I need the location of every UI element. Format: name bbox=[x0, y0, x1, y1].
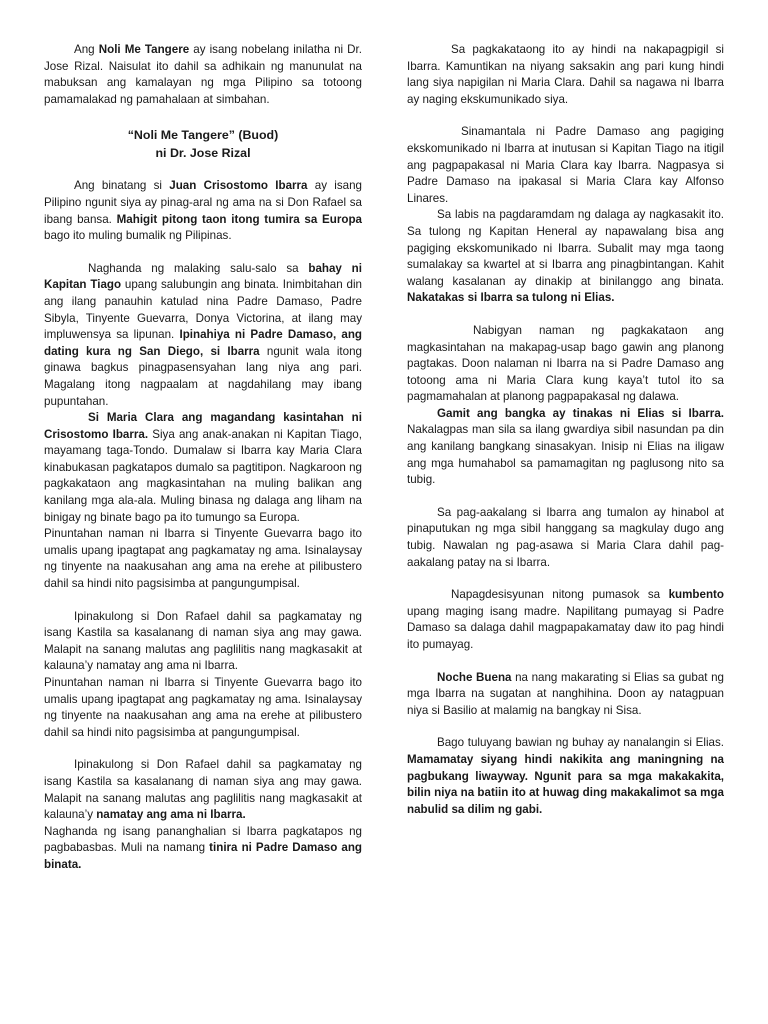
paragraph: Bago tuluyang bawian ng buhay ay nanalangin si Elias. Mamamatay siyang hindi nakikita ang maningning na pagbukang liwayway. Ngunit para sa mga makakakita, bilin niya na batiin ito at huwag ding makakalimot sa mga nabulid sa dilim ng gabi. bbox=[407, 736, 724, 816]
paragraph: Ang binatang si Juan Crisostomo Ibarra ay isang Pilipino ngunit siya ay pinag-aral ng ama na si Don Rafael sa ibang bansa. Mahigit pitong taon itong tumira sa Europa bago ito muling bumalik ng Pilipinas. bbox=[44, 179, 362, 243]
paragraph: Napagdesisyunan nitong pumasok sa kumbento upang maging isang madre. Napilitang pumayag si Padre Damaso sa dalaga dahil magpapakamatay daw ito pag hindi ito pumayag. bbox=[407, 588, 724, 651]
paragraph: Pinuntahan naman ni Ibarra si Tinyente Guevarra bago ito umalis upang ipagtapat ang pagkamatay ng ama. Isinalaysay ng tinyente na naakusahan ang ama na erehe at pilibustero dahil sa hindi nito pagsisimba at pangungumpisal. bbox=[44, 676, 362, 739]
paragraph: Sinamantala ni Padre Damaso ang pagiging ekskomunikado ni Ibarra at inutusan si Kapitan Tiago na itigil ang pagpapakasal ni Maria Clara kay Ibarra. Nagpasya si Padre Damaso na ipakasal si Maria Clara kay Alfonso Linares. bbox=[407, 125, 724, 205]
paragraph: Sa labis na pagdaramdam ng dalaga ay nagkasakit ito. Sa tulong ng Kapitan Heneral ay napawalang bisa ang pagiging ekskomunikado ni Ibarra. Subalit may mga taong sumalakay sa kwartel at si Ibarra ang pinagbintangan. Kahit walang kasalanan ay dinakip at binilanggo ang binata. Nakatakas si Ibarra sa tulong ni Elias. bbox=[407, 208, 724, 305]
document-subtitle: ni Dr. Jose Rizal bbox=[155, 146, 251, 161]
paragraph: Ipinakulong si Don Rafael dahil sa pagkamatay ng isang Kastila sa kasalanang di naman siya ang may gawa. Malapit na sanang malutas ang paglilitis nang magkasakit at kalauna’y namatay ang ama ni Ibarra. bbox=[44, 758, 362, 822]
paragraph: Sa pagkakataong ito ay hindi na nakapagpigil si Ibarra. Kamuntikan na niyang saksakin ang pari kung hindi lang siya napigilan ni Maria Clara. Dahil sa nagawa ni Ibarra ay naging ekskumunikado siya. bbox=[407, 43, 724, 106]
paragraph: Pinuntahan naman ni Ibarra si Tinyente Guevarra bago ito umalis upang ipagtapat ang pagkamatay ng ama. Isinalaysay ng tinyente na naakusahan ang ama na erehe at pilibustero dahil sa hindi nito pagsisimba at pangungumpisal. bbox=[44, 527, 362, 591]
paragraph: Sa pag-aakalang si Ibarra ang tumalon ay hinabol at pinaputukan ng mga sibil hanggang sa magkulay dugo ang tubig. Nawalan ng pag-asawa si Maria Clara dahil pag-aakalang patay na si Ibarra. bbox=[407, 505, 724, 569]
intro-paragraph: Ang Noli Me Tangere ay isang nobelang inilatha ni Dr. Jose Rizal. Naisulat ito dahil sa adhikain ng manunulat na mabuksan ang kamalayan ng mga Pilipino sa totoong pamamalakad ng pamahalaan at simbahan. bbox=[44, 43, 362, 106]
paragraph: Si Maria Clara ang magandang kasintahan ni Crisostomo Ibarra. Siya ang anak-anakan ni Kapitan Tiago, mayamang taga-Tondo. Dumalaw si Ibarra kay Maria Clara kinabukasan pagkatapos dumalo sa pagtitipon. Nagkaroon ng pagkakataon ang magkasintahan na muling balikan ang kanilang mga ala-ala. Muling binasa ng dalaga ang liham na binigay ng binate bago pa ito tumungo sa Europa. bbox=[44, 411, 362, 524]
paragraph: Nabigyan naman ng pagkakataon ang magkasintahan na makapag-usap bago gawin ang planong pagtakas. Doon nalaman ni Ibarra na si Padre Damaso ang totoong ama ni Maria Clara kung kaya’t tutol ito sa pagmamahalan at planong pagpapakasal ng dalawa. bbox=[407, 323, 724, 404]
document-title: “Noli Me Tangere” (Buod) bbox=[127, 128, 279, 143]
paragraph: Noche Buena na nang makarating si Elias sa gubat ng mga Ibarra na sugatan at nanghihina. Doon ay natagpuan niya si Basilio at malamig na bangkay ni Sisa. bbox=[407, 670, 724, 717]
right-column bbox=[407, 42, 724, 818]
paragraph: Naghanda ng isang pananghalian si Ibarra pagkatapos ng pagbabasbas. Muli na namang tinira ni Padre Damaso ang binata. bbox=[44, 824, 362, 871]
paragraph: Gamit ang bangka ay tinakas ni Elias si Ibarra. Nakalagpas man sila sa ilang gwardiya sibil nasundan pa din ang kanilang bangkang sinasakyan. Inisip ni Elias na iligaw ang mga humahabol sa pamamagitan ng paglusong nito sa tubig. bbox=[407, 406, 724, 487]
paragraph: Ipinakulong si Don Rafael dahil sa pagkamatay ng isang Kastila sa kasalanang di naman siya ang may gawa. Malapit na sanang malutas ang paglilitis nang magkasakit at kalauna’y namatay ang ama ni Ibarra. bbox=[44, 609, 362, 673]
paragraph: Naghanda ng malaking salu-salo sa bahay ni Kapitan Tiago upang salubungin ang binata. Inimbitahan din ang ilang panauhin katulad nina Padre Damaso, Padre Sibyla, Tinyente Guevarra, Donya Victorina, at ilang may impluwensya sa lipunan. Ipinahiya ni Padre Damaso, ang dating kura ng San Diego, si Ibarra ngunit wala itong ginawa bagkus pinagpasensyahan lang niya ang pari. Magalang itong nagpaalam at nagdahilang may ibang pupuntahan. bbox=[44, 261, 362, 408]
left-column bbox=[44, 42, 362, 874]
